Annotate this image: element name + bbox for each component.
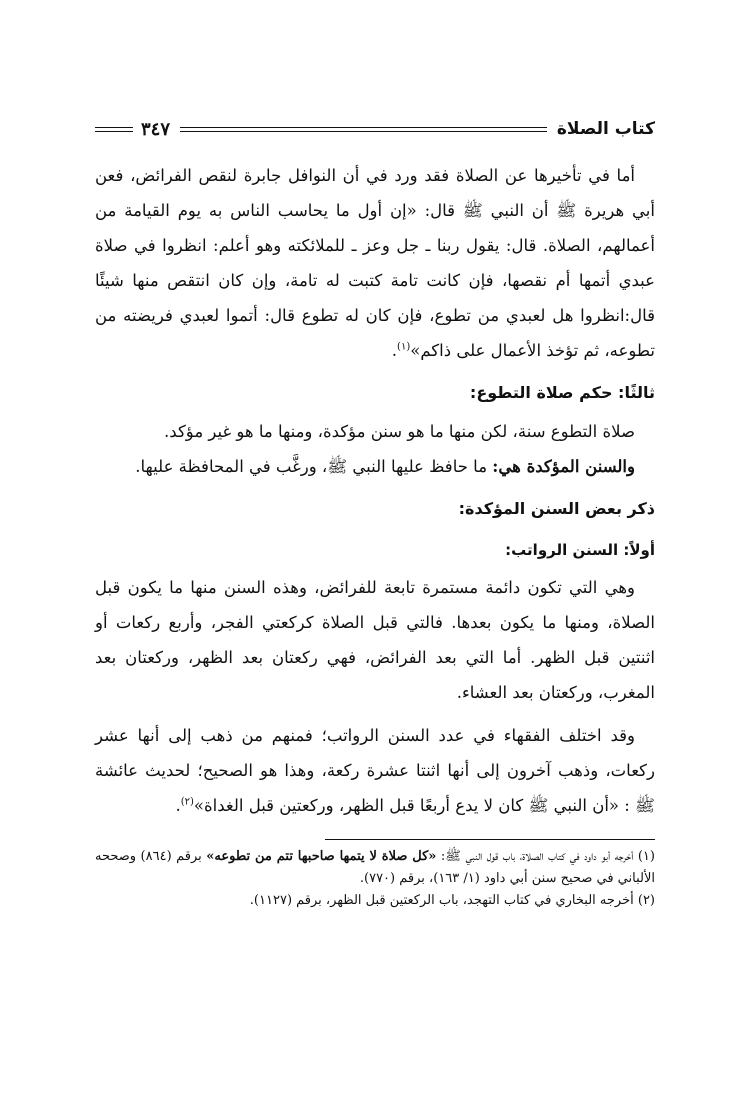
footnote-1-a: (١) أخرجه أبو داود في كتاب الصلاة، باب قول النبي ﷺ: bbox=[436, 849, 655, 864]
footnote-ref-1[interactable]: (١) bbox=[397, 341, 411, 353]
paragraph-5-text: وقد اختلف الفقهاء في عدد السنن الرواتب؛ فمنهم من ذهب إلى أنها عشر ركعات، وذهب آخرون إلى أنها اثنتا عشرة ركعة، وهذا هو الصحيح؛ لحديث عائشة ﷺ : «أن النبي ﷺ كان لا يدع أربعًا قبل الظهر، وركعتين قبل الغداة» bbox=[95, 726, 655, 815]
header-rule-long bbox=[180, 127, 547, 132]
paragraph-3-bold: والسنن المؤكدة هي: bbox=[492, 457, 635, 476]
paragraph-3-text: ما حافظ عليها النبي ﷺ، ورغَّب في المحافظة عليها. bbox=[135, 457, 493, 476]
footnote-1-bold: «كل صلاة لا يتمها صاحبها تتم من تطوعه» bbox=[206, 849, 437, 864]
footnote-1 bbox=[95, 846, 655, 890]
paragraph-1-text: أما في تأخيرها عن الصلاة فقد ورد في أن النوافل جابرة لنقص الفرائض، فعن أبي هريرة ﷺ أن النبي ﷺ قال: «إن أول ما يحاسب الناس به يوم القيامة من أعمالهم، الصلاة. قال: يقول ربنا ـ جل وعز ـ للملائكته وهو أعلم: انظروا في صلاة عبدي أتمها أم نقصها، فإن كانت تامة كتبت له تامة، وإن كان انتقص منها شيئًا قال:انظروا هل لعبدي من تطوع، فإن كان له تطوع قال: أتموا لعبدي فريضته من تطوعه، ثم تؤخذ الأعمال على ذاكم» bbox=[95, 166, 655, 360]
heading-third: ثالثًا: حكم صلاة التطوع: bbox=[469, 383, 655, 402]
paragraph-4: وهي التي تكون دائمة مستمرة تابعة للفرائض، وهذه السنن منها ما يكون قبل الصلاة، ومنها ما يكون بعدها. فالتي قبل الصلاة كركعتي الفجر، وأربع ركعات أو اثنتين قبل الظهر. أما التي بعد الفرائض، فهي ركعتان بعد الظهر، وركعتان بعد المغرب، وركعتان بعد العشاء. bbox=[95, 578, 655, 702]
page-number: ٣٤٧ bbox=[141, 118, 171, 140]
subheading-rawatib: أولاً: السنن الرواتب: bbox=[505, 541, 655, 559]
book-page bbox=[95, 112, 655, 912]
paragraph-3 bbox=[95, 449, 655, 484]
paragraph-1 bbox=[95, 158, 655, 368]
header-rule-short bbox=[95, 127, 133, 132]
paragraph-5-end: . bbox=[175, 796, 181, 815]
chapter-title: كتاب الصلاة bbox=[556, 119, 655, 139]
footnote-ref-2[interactable]: (٢) bbox=[180, 796, 194, 808]
footnote-2: (٢) أخرجه البخاري في كتاب التهجد، باب الركعتين قبل الظهر، برقم (١١٢٧). bbox=[249, 893, 655, 908]
paragraph-2: صلاة التطوع سنة، لكن منها ما هو سنن مؤكدة، ومنها ما هو غير مؤكد. bbox=[164, 422, 635, 441]
running-header bbox=[95, 112, 655, 146]
paragraph-5 bbox=[95, 718, 655, 823]
footnote-1-b: برقم (٨٦٤) وصححه الألباني في صحيح سنن أبي داود (١/ ١٦٣)، برقم (٧٧٠). bbox=[95, 849, 655, 886]
paragraph-1-end: . bbox=[391, 341, 398, 360]
heading-sunan: ذكر بعض السنن المؤكدة: bbox=[458, 499, 655, 518]
footnote-divider bbox=[325, 839, 655, 840]
